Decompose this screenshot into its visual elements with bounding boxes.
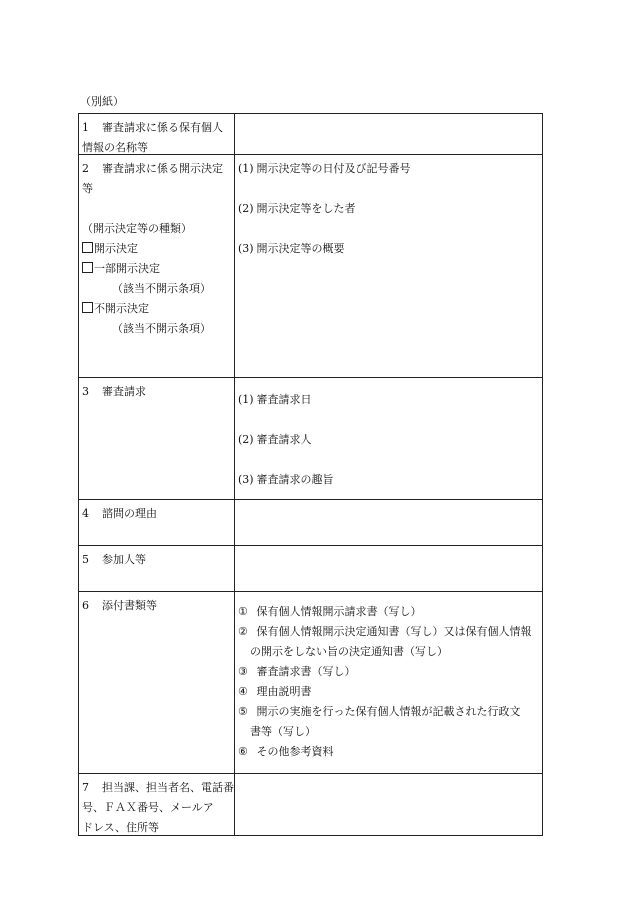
row-2-label xyxy=(79,155,235,377)
row-number: 1 xyxy=(82,121,89,134)
item-number: ③ xyxy=(238,665,248,678)
row-7 xyxy=(78,774,543,836)
item-text-continued: の開示をしない旨の決定通知書（写し） xyxy=(250,645,448,658)
item-text: 開示決定等の日付及び記号番号 xyxy=(256,162,411,175)
row-label-line: ドレス、住所等 xyxy=(82,821,159,834)
checkbox-icon[interactable] xyxy=(82,262,93,273)
row-6-content[interactable] xyxy=(235,592,542,773)
list-item xyxy=(238,682,540,702)
checkbox-label: 開示決定 xyxy=(94,242,138,255)
item-text: 開示の実施を行った保有個人情報が記載された行政文 xyxy=(256,705,521,718)
list-item xyxy=(238,702,540,722)
checkbox-label: 一部開示決定 xyxy=(94,262,160,275)
item-number: ① xyxy=(238,605,248,618)
item-text: 審査請求の趣旨 xyxy=(256,473,334,486)
row-7-content[interactable] xyxy=(235,774,542,835)
item-text: 開示決定等の概要 xyxy=(256,242,345,255)
checkbox-disclosure-decision[interactable] xyxy=(82,239,234,259)
list-item xyxy=(238,239,540,259)
list-item xyxy=(238,430,540,450)
row-label-line: 審査請求に係る保有個人 xyxy=(102,121,223,134)
row-1 xyxy=(78,113,543,155)
decision-types-heading: （開示決定等の種類） xyxy=(82,222,192,235)
item-number: (2) xyxy=(238,433,254,446)
row-label-line: 号、ＦＡＸ番号、メールア xyxy=(82,801,214,814)
row-6-label xyxy=(79,592,235,773)
row-label-line: 参加人等 xyxy=(102,553,146,566)
row-label-line: 情報の名称等 xyxy=(82,141,148,154)
item-number: ⑥ xyxy=(238,745,248,758)
row-5-content[interactable] xyxy=(235,546,542,591)
annex-heading: （別紙） xyxy=(80,95,124,108)
item-text: 理由説明書 xyxy=(256,685,312,698)
row-3-label xyxy=(79,378,235,499)
row-number: 4 xyxy=(82,507,89,520)
applicable-clause-label: （該当不開示条項） xyxy=(112,322,211,335)
list-item xyxy=(238,159,540,179)
item-text: 保有個人情報開示請求書（写し） xyxy=(256,605,422,618)
row-number: 3 xyxy=(82,385,89,398)
list-item xyxy=(238,742,540,762)
row-1-label xyxy=(79,114,235,154)
row-4-label xyxy=(79,500,235,545)
row-label-line: 担当課、担当者名、電話番 xyxy=(102,781,234,794)
row-2-content[interactable] xyxy=(235,155,542,377)
checkbox-label: 不開示決定 xyxy=(94,302,149,315)
row-label-line: 等 xyxy=(82,182,93,195)
item-number: ④ xyxy=(238,685,248,698)
checkbox-icon[interactable] xyxy=(82,302,93,313)
item-number: (1) xyxy=(238,162,254,175)
item-text: 審査請求人 xyxy=(256,433,312,446)
item-number: (1) xyxy=(238,393,254,406)
item-number: (3) xyxy=(238,473,254,486)
item-text: 審査請求日 xyxy=(256,393,312,406)
row-number: 5 xyxy=(82,553,89,566)
checkbox-partial-disclosure[interactable] xyxy=(82,259,234,279)
row-label-line: 審査請求 xyxy=(102,385,146,398)
row-1-content[interactable] xyxy=(235,114,542,154)
row-2 xyxy=(78,155,543,378)
item-number: (3) xyxy=(238,242,254,255)
list-item xyxy=(238,199,540,219)
list-item xyxy=(238,622,540,642)
row-number: 2 xyxy=(82,162,89,175)
row-3-content[interactable] xyxy=(235,378,542,499)
checkbox-nondisclosure-decision[interactable] xyxy=(82,299,234,319)
row-4-content[interactable] xyxy=(235,500,542,545)
item-text-continued: 書等（写し） xyxy=(250,725,316,738)
row-4 xyxy=(78,500,543,546)
row-7-label xyxy=(79,774,235,835)
list-item xyxy=(238,662,540,682)
row-number: 6 xyxy=(82,599,89,612)
row-5 xyxy=(78,546,543,592)
item-number: ② xyxy=(238,625,248,638)
list-item xyxy=(238,390,540,410)
list-item xyxy=(238,470,540,490)
applicable-clause-label: （該当不開示条項） xyxy=(112,282,211,295)
item-text: 審査請求書（写し） xyxy=(256,665,356,678)
row-3 xyxy=(78,378,543,500)
item-number: ⑤ xyxy=(238,705,248,718)
item-text: 開示決定等をした者 xyxy=(256,202,356,215)
consultation-form-table xyxy=(78,113,543,836)
checkbox-icon[interactable] xyxy=(82,242,93,253)
row-5-label xyxy=(79,546,235,591)
row-label-line: 審査請求に係る開示決定 xyxy=(102,162,223,175)
item-text: 保有個人情報開示決定通知書（写し）又は保有個人情報 xyxy=(256,625,532,638)
row-number: 7 xyxy=(82,781,89,794)
item-number: (2) xyxy=(238,202,254,215)
row-label-line: 諮問の理由 xyxy=(102,507,157,520)
row-6 xyxy=(78,592,543,774)
row-label-line: 添付書類等 xyxy=(102,599,157,612)
item-text: その他参考資料 xyxy=(256,745,334,758)
list-item xyxy=(238,602,540,622)
